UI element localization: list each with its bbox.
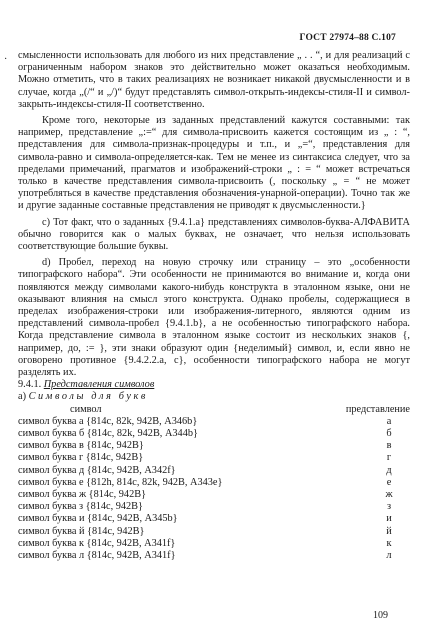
section-heading [18, 379, 410, 391]
subsection-heading [18, 391, 410, 403]
page-number: 109 [373, 610, 388, 621]
symbol-cell: символ буква к {814с, 942В, А341f} [18, 537, 176, 549]
symbol-table [18, 416, 410, 562]
table-row [18, 526, 410, 538]
paragraph-3: c) Тот факт, что о заданных {9.4.1.a} представлениях символов-буква-АЛФАВИТА обычно говорится как о малых буквах, не означает, что нельзя использовать соответствующие большие буквы. [18, 216, 410, 253]
table-row [18, 538, 410, 550]
symbol-cell: символ буква л {814с, 942В, А341f} [18, 549, 176, 561]
margin-mark: · [4, 54, 8, 65]
symbol-cell: символ буква а {814с, 82k, 942В, А346b} [18, 415, 198, 427]
subsection-title: Символы для букв [28, 391, 148, 403]
symbol-cell: символ буква д {814с, 942В, А342f} [18, 464, 176, 476]
symbol-cell: символ буква б {814с, 82k, 942В, А344b} [18, 428, 198, 440]
representation-cell: а [386, 415, 392, 427]
section-title: Представления символов [43, 379, 155, 391]
column-representation-header: представление [345, 403, 410, 415]
representation-cell: ж [385, 489, 393, 500]
table-row [18, 489, 410, 501]
table-row [18, 452, 410, 464]
symbol-cell: символ буква з {814с, 942В} [18, 501, 143, 513]
subsection-letter: a) [18, 391, 26, 403]
representation-cell: д [386, 464, 392, 476]
page-header: ГОСТ 27974–88 С.107 [299, 33, 396, 43]
table-header [18, 404, 410, 416]
table-row [18, 428, 410, 440]
body-text [18, 50, 410, 562]
section-number: 9.4.1. [18, 379, 42, 391]
table-row [18, 465, 410, 477]
paragraph-4: d) Пробел, переход на новую строчку или страницу – это „особенности типографского набора“. Эти особенности не принимаются во внимание и, когда они появляются между символами какого-нибудь конструкта в эталонном языке, они не оказывают влияния на смысл этого конструкта. Однако пробелы, содержащиеся в пределах изображения-строки или изображения-литерного, являются одним из представлений символа-пробел {9.4.1.b}, а не особенностью типографского набора. Когда представление символа в эталонном языке состоит из нескольких знаков {, например, до, := }, эти знаки образуют один {неделимый} символ, и, если явно не оговорено противное {9.4.2.2.a, c}, особенности типографского набора не могут разделять их. [18, 257, 410, 379]
symbol-cell: символ буква е {812h, 814с, 82k, 942В, А343е} [18, 476, 223, 488]
representation-cell: е [386, 476, 392, 488]
column-symbol-header: символ [70, 403, 102, 415]
table-row [18, 501, 410, 513]
representation-cell: з [386, 501, 392, 513]
table-row [18, 440, 410, 452]
representation-cell: к [386, 537, 392, 549]
table-row [18, 416, 410, 428]
symbol-cell: символ буква и {814с, 942В, А345b} [18, 513, 178, 525]
table-row [18, 550, 410, 562]
representation-cell: г [386, 452, 392, 464]
symbol-cell: символ буква ж {814с, 942В} [18, 489, 147, 500]
paragraph-1: смысленности использовать для любого из них представление „ . . “, и для реализаций с ограниченным набором знаков это действительно может оказаться необходимым. Можно отметить, что в таких реализациях не возникает никакой двусмысленности и в случае, когда „(/“ и „/)“ будут представлять символ-открыть-индексы-стиля-II и символ-закрыть-индексы-стиля-II соответственно. [18, 50, 410, 110]
representation-cell: и [386, 513, 392, 525]
table-row [18, 513, 410, 525]
representation-cell: й [386, 525, 392, 537]
symbol-cell: символ буква в {814с, 942В} [18, 440, 144, 452]
representation-cell: б [386, 428, 392, 440]
representation-cell: л [386, 549, 392, 561]
symbol-cell: символ буква г {814с, 942В} [18, 452, 144, 464]
table-row [18, 477, 410, 489]
paragraph-2: Кроме того, некоторые из заданных представлений кажутся составными: так например, представление „:=“ для символа-присвоить кажется состоящим из „ : “, представления для символа-признак-процедуры и т.п., и „=“, представления для символа-равно и символа-определяется-как. Тем не менее из синтаксиса следует, что за пределами примечаний, прагматов и изображений-строки „ : = “ может встречаться только в качестве представления символа-присвоить (, поскольку „ = “ не может употребляться в качестве представления обозначения-унарной-операции). Точно так же и другие заданные составные представления не приводят к двусмысленности.} [18, 115, 410, 212]
symbol-cell: символ буква й {814с, 942В} [18, 525, 145, 537]
representation-cell: в [386, 440, 392, 452]
